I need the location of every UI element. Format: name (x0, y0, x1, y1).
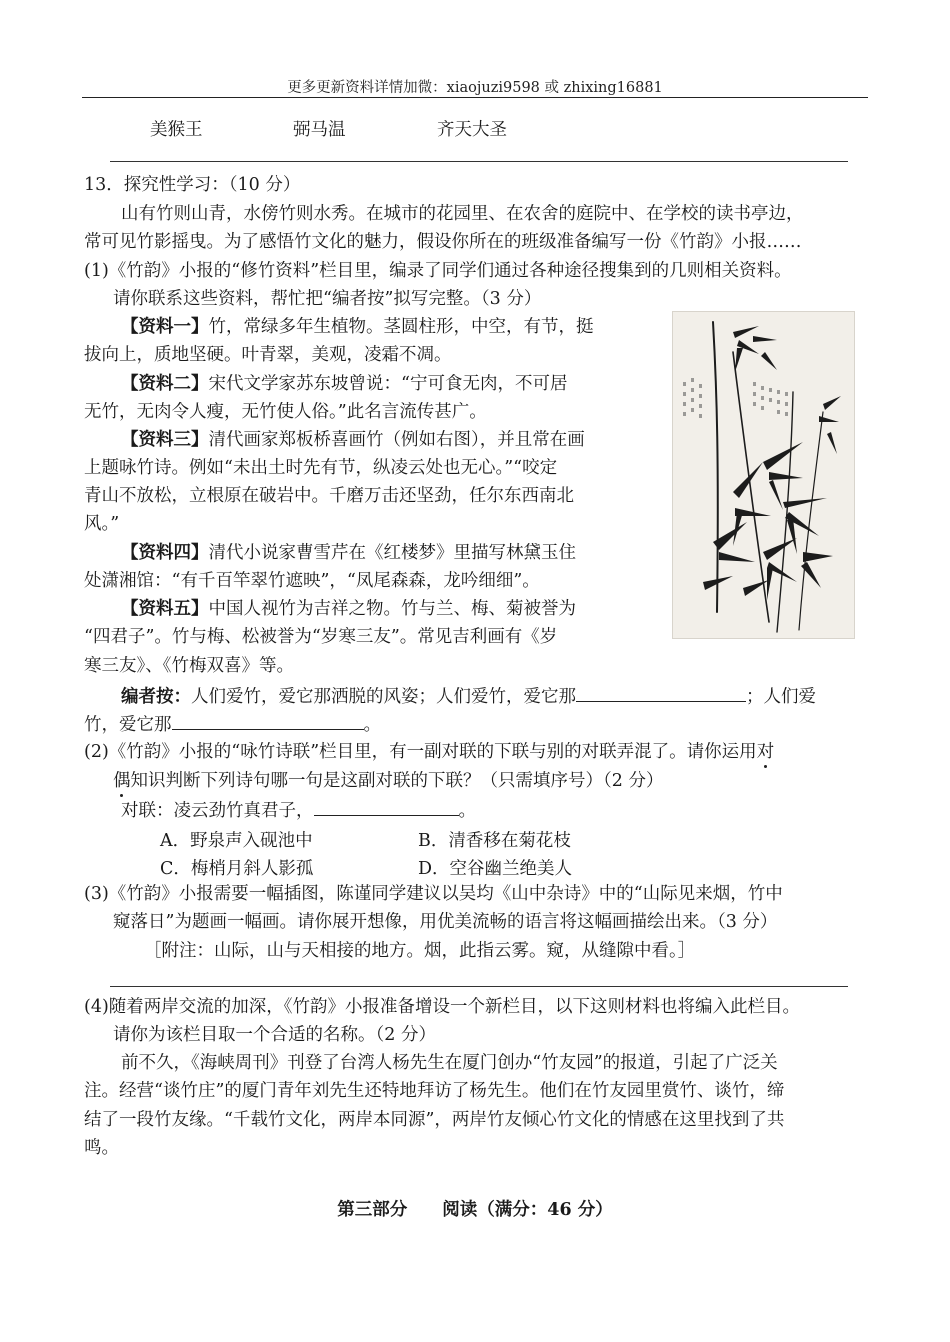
intro-line-1: 山有竹则山青，水傍竹则水秀。在城市的花园里、在农舍的庭院中、在学校的读书亭边， (121, 204, 804, 224)
part1-line-1: (1)《竹韵》小报的“修竹资料”栏目里，编录了同学们通过各种途径搜集到的几则相关资料。 (84, 261, 792, 281)
question-title: 13．探究性学习：（10 分） (84, 175, 301, 195)
material-2-line-1: 【资料二】宋代文学家苏东坡曾说：“宁可食无肉，不可居 (121, 374, 568, 394)
option-d: D．空谷幽兰绝美人 (418, 859, 573, 879)
material-4-label: 【资料四】 (121, 543, 209, 563)
material-5-label: 【资料五】 (121, 599, 209, 619)
emphasis-char-1: 对 (756, 742, 775, 762)
material-3-line-3: 青山不放松，立根原在破岩中。千磨万击还坚劲，任尔东西南北 (84, 486, 574, 506)
answer-blank-3[interactable] (314, 799, 459, 816)
material-4-line-2: 处潇湘馆：“有千百竿翠竹遮映”，“凤尾森森，龙吟细细”。 (84, 571, 540, 591)
option-a: A．野泉声入砚池中 (160, 831, 313, 851)
answer-word-2: 弼马温 (293, 120, 346, 140)
part3-note: ［附注：山际，山与天相接的地方。烟，此指云雾。窥，从缝隙中看。］ (144, 941, 696, 961)
part4-line-2: 请你为该栏目取一个合适的名称。（2 分） (113, 1025, 436, 1045)
material-3-line-2: 上题咏竹诗。例如“未出土时先有节，纵凌云处也无心。”“咬定 (84, 458, 558, 478)
material-1-line-1: 【资料一】竹，常绿多年生植物。茎圆柱形，中空，有节，挺 (121, 317, 594, 337)
answer-line (110, 161, 848, 162)
section-title: 第三部分 阅读（满分：46 分） (337, 1200, 613, 1220)
part2-line-2: 偶知识判断下列诗句哪一句是这副对联的下联？（只需填序号）（2 分） (113, 771, 664, 791)
material-5-line-1: 【资料五】中国人视竹为吉祥之物。竹与兰、梅、菊被誉为 (121, 599, 576, 619)
material-1-line-2: 拔向上，质地坚硬。叶青翠，美观，凌霜不凋。 (84, 345, 452, 365)
passage-line-1: 前不久，《海峡周刊》刊登了台湾人杨先生在厦门创办“竹友园”的报道，引起了广泛关 (121, 1053, 778, 1073)
material-3-line-4: 风。” (84, 514, 120, 534)
part3-line-2: 窥落日”为题画一幅画。请你展开想像，用优美流畅的语言将这幅画描绘出来。（3 分） (113, 912, 778, 932)
passage-line-2: 注。经营“谈竹庄”的厦门青年刘先生还特地拜访了杨先生。他们在竹友园里赏竹、谈竹，缔 (84, 1081, 785, 1101)
material-2-line-2: 无竹，无肉令人瘦，无竹使人俗。”此名言流传甚广。 (84, 402, 487, 422)
material-5-line-3: 寒三友》、《竹梅双喜》等。 (84, 656, 294, 676)
material-4-line-1: 【资料四】清代小说家曹雪芹在《红楼梦》里描写林黛玉住 (121, 543, 576, 563)
intro-line-2: 常可见竹影摇曳。为了感悟竹文化的魅力，假设你所在的班级准备编写一份《竹韵》小报…… (84, 232, 802, 252)
header-divider (82, 97, 868, 98)
answer-word-1: 美猴王 (150, 120, 203, 140)
material-3-label: 【资料三】 (121, 430, 209, 450)
answer-blank-2[interactable] (172, 713, 364, 730)
part1-line-2: 请你联系这些资料，帮忙把“编者按”拟写完整。（3 分） (113, 289, 542, 309)
material-5-line-2: “四君子”。竹与梅、松被誉为“岁寒三友”。常见吉利画有《岁 (84, 627, 558, 647)
passage-line-3: 结了一段竹友缘。“千载竹文化，两岸本同源”，两岸竹友倾心竹文化的情感在这里找到了共 (84, 1110, 785, 1130)
bamboo-ink-painting-icon (672, 311, 855, 639)
passage-line-4: 鸣。 (84, 1138, 119, 1158)
option-b: B．清香移在菊花枝 (418, 831, 571, 851)
couplet-line: 对联：凌云劲竹真君子， 。 (121, 801, 476, 821)
part2-line-1: (2)《竹韵》小报的“咏竹诗联”栏目里，有一副对联的下联与别的对联弄混了。请你运用对 (84, 742, 775, 762)
editor-note-line-2: 竹，爱它那 。 (84, 715, 381, 735)
answer-word-3: 齐天大圣 (437, 120, 507, 140)
part3-line-1: (3)《竹韵》小报需要一幅插图，陈谨同学建议以吴均《山中杂诗》中的“山际见来烟，竹中 (84, 884, 783, 904)
material-1-label: 【资料一】 (121, 317, 209, 337)
emphasis-char-2: 偶 (113, 771, 131, 791)
answer-blank-1[interactable] (576, 685, 746, 702)
material-3-line-1: 【资料三】清代画家郑板桥喜画竹（例如右图），并且常在画 (121, 430, 585, 450)
part3-answer-line (110, 986, 848, 987)
option-c: C．梅梢月斜人影孤 (160, 859, 314, 879)
editor-note-line-1: 编者按：人们爱竹，爱它那洒脱的风姿；人们爱竹，爱它那 ；人们爱 (121, 687, 816, 707)
part4-line-1: (4)随着两岸交流的加深，《竹韵》小报准备增设一个新栏目，以下这则材料也将编入此栏目。 (84, 997, 801, 1017)
material-2-label: 【资料二】 (121, 374, 209, 394)
header-contact: 更多更新资料详情加微：xiaojuzi9598 或 zhixing16881 (287, 80, 663, 96)
editor-note-label: 编者按： (121, 687, 191, 707)
